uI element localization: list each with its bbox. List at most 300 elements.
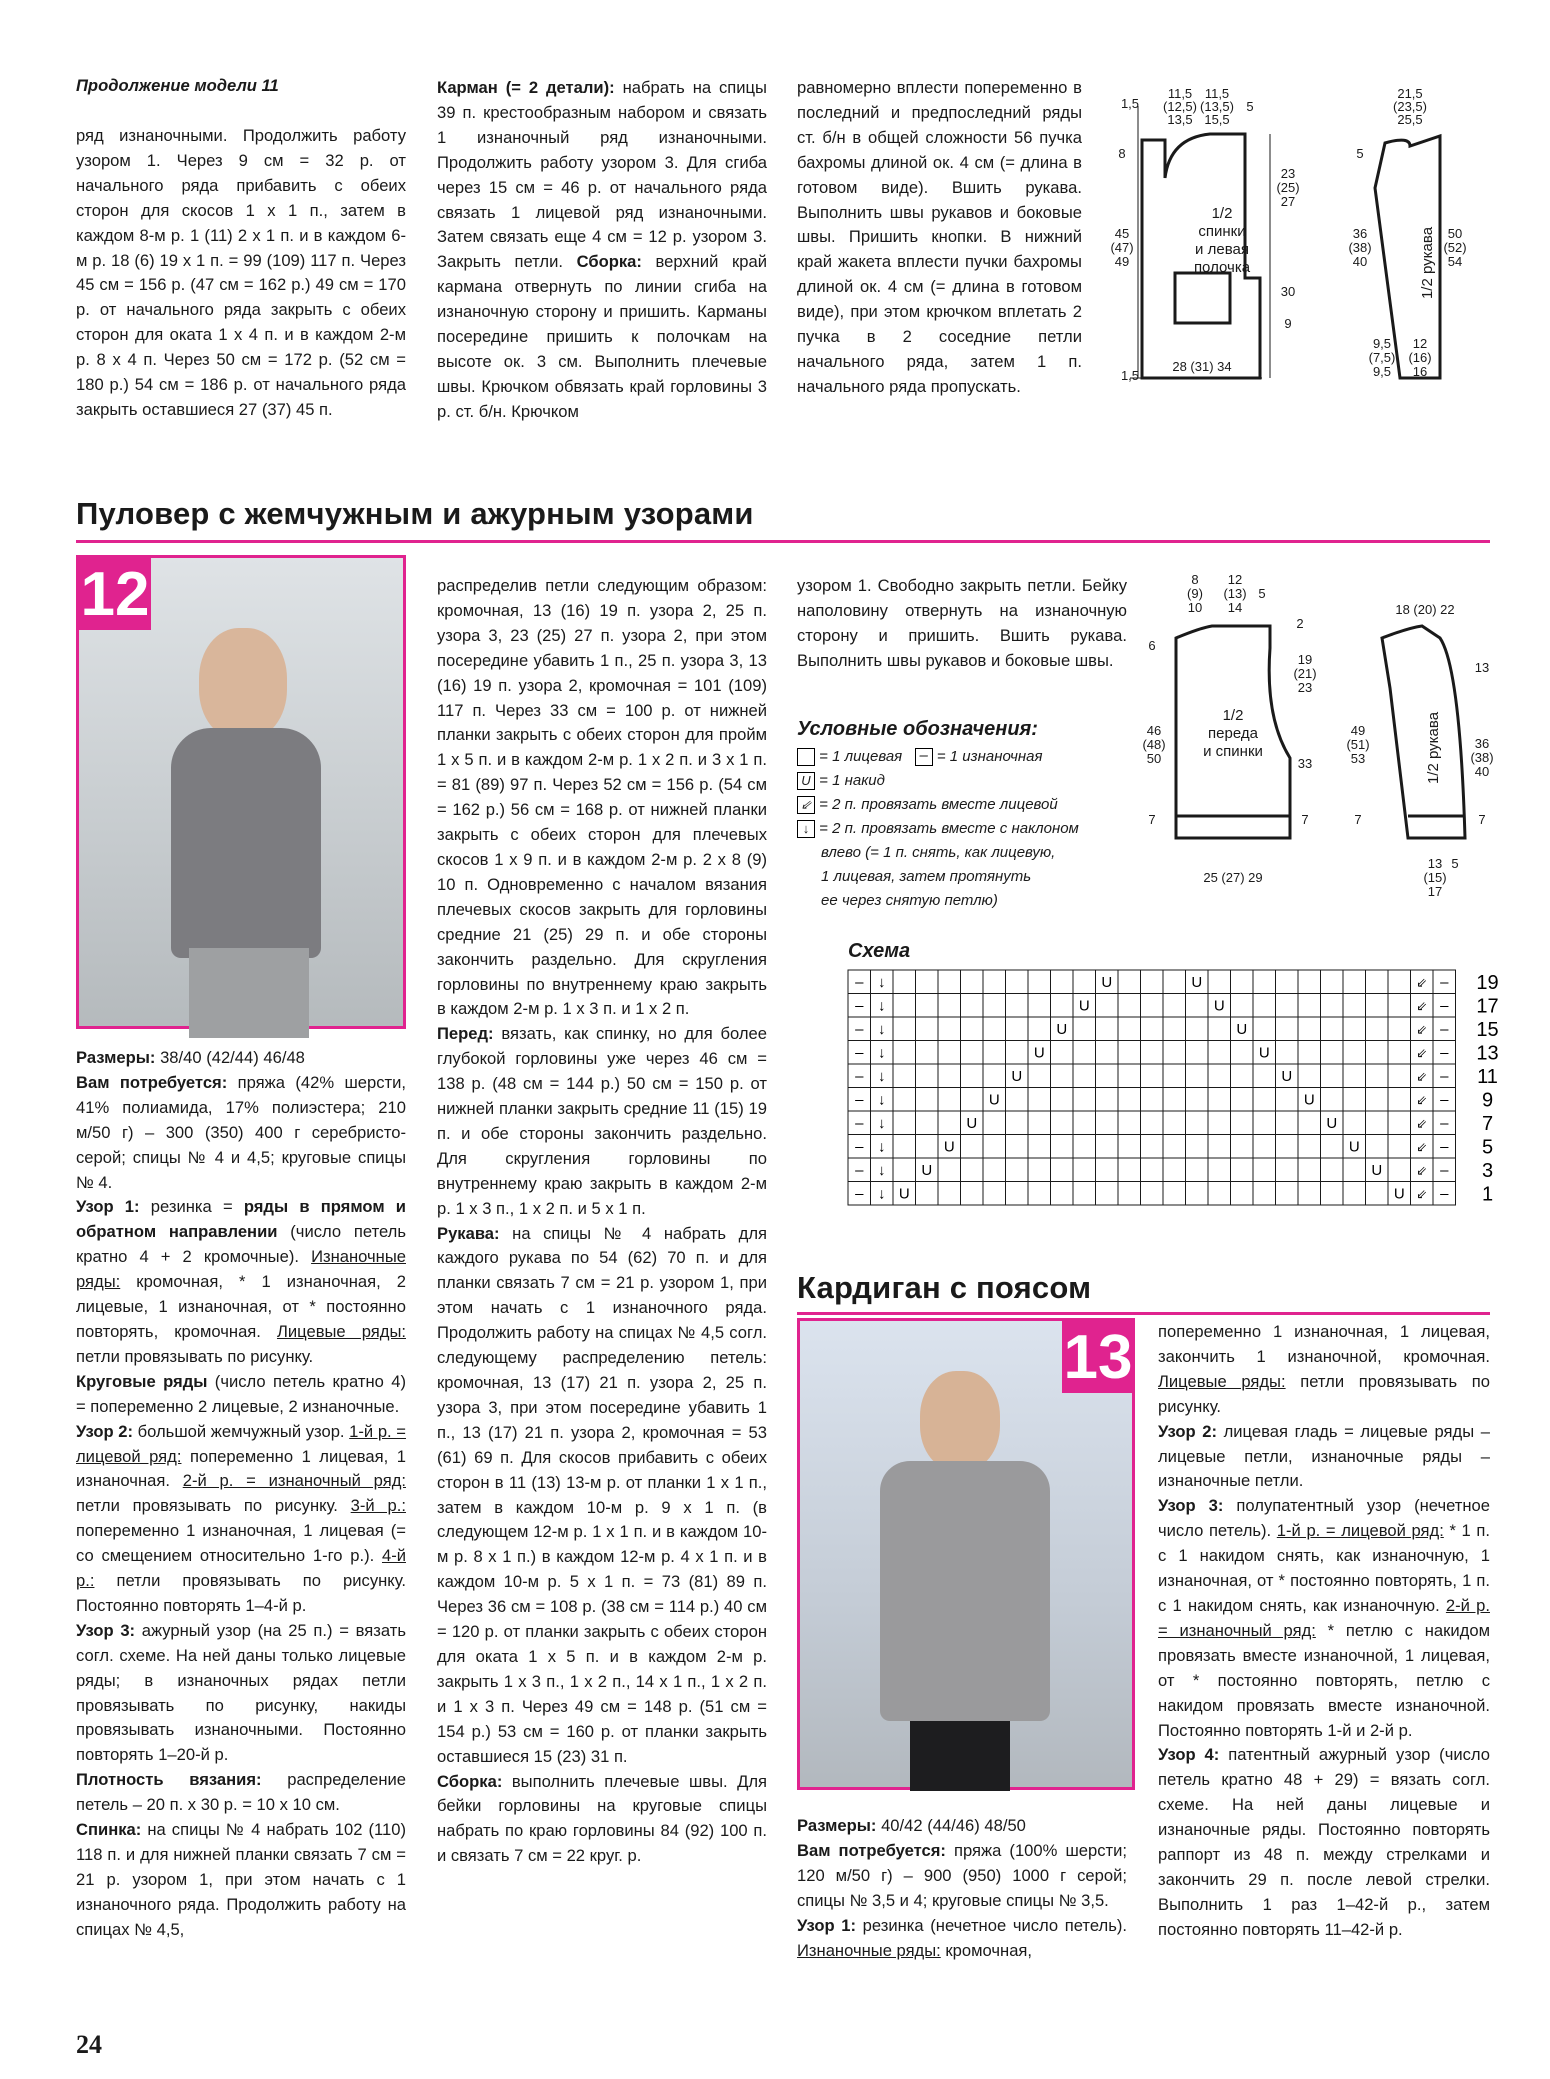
dim-label: (16) [1408, 350, 1432, 365]
chart-cell [893, 1158, 916, 1182]
chart-cell [1253, 1182, 1276, 1206]
dim-label: 5 [1246, 99, 1254, 114]
dim-label: 7 [1301, 812, 1309, 827]
yarn-over-icon: U [1281, 1068, 1293, 1085]
paragraph [76, 1768, 406, 1818]
label: Карман (= 2 детали): [437, 78, 615, 97]
dim-label: 21,5 [1397, 86, 1423, 101]
chart-cell [1163, 970, 1186, 994]
model-number-badge: 12 [80, 559, 150, 629]
label: Узор 3: [1158, 1496, 1224, 1516]
text: 2-й р. = изнаночный ряд: [1158, 1595, 1490, 1640]
text: выполнить плечевые швы. Для бейки горловины на круговые спицы набрать по краю горловины 84 (92) 100 п. и связать 7 см = 22 круг. р. [437, 1771, 767, 1866]
text: попеременно 1 лицевая, 1 изнаночная. [76, 1446, 406, 1491]
dim-label: 49 [1350, 723, 1366, 738]
label: Узор 3: [76, 1620, 136, 1640]
chart-cell [916, 1064, 939, 1088]
chart-cell [1073, 1088, 1096, 1112]
chart-cell [983, 970, 1006, 994]
dim-label: 25,5 [1397, 112, 1423, 127]
model-12-title: Пуловер с жемчужным и ажурным узорами [76, 496, 754, 531]
text: * петлю с накидом провязать вместе изнаночной, 1 лицевая, от * постоянно повторять, петлю с накидом провязать вместе изнаночной. Постоянно повторять 1-й и 2-й р. [1158, 1620, 1490, 1740]
row-number: 9 [1481, 1089, 1494, 1112]
dim-label: 16 [1412, 364, 1428, 379]
text: верхний край кармана отвернуть по линии сгиба на изнаночную сторону и пришить. Карманы посередине пришить к полочкам на высоте ок. 3 см. Выполнить плечевые швы. Крючком обвязать край горловины 3 р. ст. б/н. Крючком [437, 252, 767, 421]
dim-label: 53 [1350, 751, 1366, 766]
chart-cell [1231, 994, 1254, 1018]
chart-cell [1276, 1111, 1299, 1135]
chart-cell [1096, 1135, 1119, 1159]
label: Сборка: [437, 1771, 503, 1791]
chart-cell [983, 1064, 1006, 1088]
dim-label: (13) [1223, 586, 1247, 601]
paragraph [797, 1914, 1127, 1964]
chart-cell [1096, 1111, 1119, 1135]
paragraph [437, 1770, 767, 1870]
chart-cell [1006, 1182, 1029, 1206]
yarn-over-icon: U [898, 1185, 910, 1203]
yarn-over-icon: U [966, 1115, 978, 1132]
text: Лицевые ряды: [1158, 1371, 1286, 1391]
label: Вам потребуется: [797, 1840, 946, 1860]
chart-cell [1276, 1017, 1299, 1041]
chart-cell [1118, 1182, 1141, 1206]
paragraph [76, 1420, 406, 1619]
label: Узор 1: [797, 1915, 856, 1935]
chart-cell [916, 970, 939, 994]
purl-symbol-icon: – [855, 1138, 864, 1156]
chart-cell [1163, 1135, 1186, 1159]
chart-cell [1141, 1158, 1164, 1182]
dim-label: 50 [1146, 751, 1162, 766]
dim-label: (48) [1142, 737, 1166, 752]
chart-cell [1208, 1158, 1231, 1182]
chart-cell [1163, 1182, 1186, 1206]
chart-cell [1366, 1111, 1389, 1135]
legend-row [797, 745, 1107, 769]
paragraph: узором 1. Свободно закрыть петли. Бейку наполовину отвернуть на изнаночную сторону и пришить. Вшить рукава. Выполнить швы рукавов и боковые швы. [797, 576, 1127, 670]
chart-cell [961, 1182, 984, 1206]
dim-label: 9,5 [1372, 336, 1392, 351]
chart-cell [1118, 1064, 1141, 1088]
chart-cell [1118, 994, 1141, 1018]
scheme-title: Схема [848, 940, 911, 962]
chart-cell [1141, 970, 1164, 994]
text: петли провязывать по рисунку. Постоянно повторять 1–4-й р. [76, 1571, 406, 1615]
text: большой жемчужный узор. [133, 1421, 350, 1441]
chart-cell [893, 1041, 916, 1065]
chart-cell [1208, 1017, 1231, 1041]
chart-cell [1186, 994, 1209, 1018]
k2tog-icon: ⇙ [1416, 975, 1428, 990]
dim-label: (38) [1348, 240, 1372, 255]
chart-cell [983, 1182, 1006, 1206]
chart-cell [1208, 970, 1231, 994]
col2-top-text [437, 76, 767, 425]
dim-label: 11,5 [1167, 86, 1193, 101]
chart-cell [1388, 1088, 1411, 1112]
chart-cell [1028, 1111, 1051, 1135]
label: Плотность вязания: [76, 1770, 262, 1790]
model-12-col1 [76, 1046, 406, 1943]
text: ажурный узор (на 25 п.) = вязать согл. схеме. На ней даны только лицевые ряды; в изнаночных рядах петли провязывать по рисунку, накиды провязывать изнаночными. Постоянно повторять 1–20-й р. [76, 1620, 406, 1765]
dim-label: 11,5 [1204, 86, 1230, 101]
text: (число петель кратно 4) = попеременно 2 лицевые, 2 изнаночные. [76, 1371, 406, 1416]
text: петли провязывать по рисунку. [1158, 1371, 1490, 1416]
dim-label: 6 [1148, 638, 1156, 653]
skirt-shape [189, 948, 309, 1038]
row-number: 15 [1476, 1019, 1499, 1041]
chart-cell [1073, 1111, 1096, 1135]
chart-cell [1051, 1158, 1074, 1182]
text: 1-й р. = лицевой ряд: [1276, 1521, 1444, 1541]
chart-cell [1006, 1111, 1029, 1135]
chart-cell [1096, 994, 1119, 1018]
chart-cell [938, 1111, 961, 1135]
chart-cell [1163, 1158, 1186, 1182]
dim-label: 12 [1412, 336, 1428, 351]
model-face [920, 1371, 1000, 1471]
paragraph [437, 1022, 767, 1221]
text: на спицы № 4 набрать для каждого рукава по 54 (62) 70 п. и для планки связать 7 см = 21 р. узором 1, при этом начать с 1 изнаночного ряда. Продолжить работу на спицах № 4,5 согл. следующему распределению петель: кромочная, 13 (17) 21 п. узора 2, 25 п. узора 3, при этом посередине убавить 1 п., 13 (17) 21 п. узора 2, кромочная = 53 (61) 69 п. Для скосов прибавить с обеих сторон в 11 (13) 13-м р. от планки 1 х 1 п., затем в каждом 10-м р. 9 х 1 п. (в следующем 12-м р. 1 х 1 п. и в каждом 10-м р. 8 х 1 п.) в каждом 12-м р. 4 х 1 п. и в каждом 10-м р. 5 х 1 п. = 73 (81) 89 п. Через 36 см = 108 р. (38 см = 114 р.) 40 см = 120 р. от планки закрыть с обеих сторон для оката 1 х 5 п. и в каждом 2-м р. закрыть 1 х 3 п., 1 х 2 п., 14 х 1 п., 1 х 2 п. и 1 х 3 п. Через 49 см = 148 р. (51 см = 154 р.) 53 см = 160 р. от планки закрыть оставшиеся 15 (23) 31 п. [437, 1223, 767, 1766]
ssk-icon: ↓ [878, 1162, 886, 1179]
dim-label: (9) [1187, 586, 1203, 601]
chart-cell [1051, 1064, 1074, 1088]
chart-cell [1388, 1041, 1411, 1065]
purl-symbol-icon: – [1440, 1021, 1449, 1038]
legend-text: ее через снятую петлю) [821, 892, 998, 909]
label: Круговые ряды [76, 1371, 208, 1391]
chart-cell [938, 1182, 961, 1206]
yarn-over-icon: U [1371, 1162, 1383, 1179]
chart-cell [1208, 1111, 1231, 1135]
chart-cell [1276, 1158, 1299, 1182]
chart-cell [1298, 1135, 1321, 1159]
paragraph [76, 1619, 406, 1768]
dim-label: 13 [1474, 660, 1490, 675]
leggings-shape [910, 1721, 1010, 1791]
chart-cell [1276, 1041, 1299, 1065]
text: попеременно 1 изнаночная, 1 лицевая (= со смещением относительно 1-го р.). [76, 1521, 406, 1566]
chart-cell [1051, 1135, 1074, 1159]
text: 2-й р. = изнаночный ряд: [182, 1471, 406, 1491]
text: петли провязывать по рисунку. [76, 1346, 314, 1366]
chart-cell [893, 1135, 916, 1159]
chart-cell [1163, 1064, 1186, 1088]
chart-cell [1366, 970, 1389, 994]
legend-row [797, 793, 1107, 817]
paragraph [1158, 1420, 1490, 1495]
chart-cell [1343, 1041, 1366, 1065]
yarn-over-icon: U [797, 772, 815, 790]
model-13-col2 [1158, 1320, 1490, 1943]
chart-cell [916, 1041, 939, 1065]
dim-label: 45 [1114, 226, 1130, 241]
dim-label: (38) [1470, 750, 1494, 765]
row-number: 3 [1481, 1160, 1494, 1182]
chart-cell [1118, 1088, 1141, 1112]
chart-cell [893, 1017, 916, 1041]
purl-symbol-icon: – [1440, 1185, 1449, 1203]
text: пряжа (42% шерсти, 41% полиамида, 17% полиэстера; 210 м/50 г) – 300 (350) 400 г серебристо-серой; спицы № 4 и 4,5; круговые спицы № 4. [76, 1072, 406, 1192]
chart-cell [1073, 1017, 1096, 1041]
diagram-label: спинки [1198, 223, 1246, 240]
chart-cell [1321, 1041, 1344, 1065]
chart-cell [1343, 994, 1366, 1018]
chart-cell [1163, 1017, 1186, 1041]
legend-text: = 2 п. провязать вместе с наклоном [819, 820, 1079, 837]
chart-cell [938, 1041, 961, 1065]
purl-symbol-icon: – [855, 1044, 864, 1062]
section-divider [797, 1312, 1490, 1315]
chart-cell [893, 970, 916, 994]
chart-cell [1321, 1017, 1344, 1041]
dim-label: (51) [1346, 737, 1370, 752]
dim-label: 40 [1474, 764, 1490, 779]
dim-label: (12,5) [1163, 99, 1197, 114]
yarn-over-icon: U [1326, 1115, 1338, 1132]
dim-label: (15) [1423, 870, 1447, 885]
purl-symbol-icon: – [1440, 1138, 1449, 1156]
chart-cell [1253, 1017, 1276, 1041]
chart-cell [1366, 994, 1389, 1018]
chart-cell [1298, 1064, 1321, 1088]
chart-cell [1343, 1088, 1366, 1112]
chart-cell [1231, 1088, 1254, 1112]
chart-cell [1298, 1041, 1321, 1065]
text: пряжа (100% шерсти; 120 м/50 г) – 900 (950) 1000 г серой; спицы № 3,5 и 4; круговые спицы № 3,5. [797, 1840, 1128, 1910]
model-12-photo [76, 555, 406, 1029]
chart-cell [1186, 1064, 1209, 1088]
yarn-over-icon: U [1191, 974, 1203, 991]
dim-label: (47) [1110, 240, 1134, 255]
dim-label: 12 [1227, 572, 1243, 587]
paragraph [76, 1071, 406, 1196]
chart-cell [1298, 994, 1321, 1018]
ssk-icon: ↓ [878, 1138, 886, 1156]
legend-text: = 1 лицевая [819, 748, 903, 765]
ssk-icon: ↓ [878, 997, 886, 1015]
k2tog-icon: ⇙ [1416, 1116, 1428, 1131]
label: Узор 2: [76, 1421, 133, 1441]
row-number: 7 [1481, 1113, 1494, 1135]
chart-cell [938, 1017, 961, 1041]
text: 38/40 (42/44) 46/48 [155, 1048, 305, 1067]
dim-label: 13,5 [1167, 112, 1193, 127]
chart-cell [961, 970, 984, 994]
schematic-model-11 [1110, 78, 1530, 398]
model-face [199, 628, 287, 740]
chart-cell [1096, 1088, 1119, 1112]
dim-label: 54 [1447, 254, 1463, 269]
chart-cell [1028, 1017, 1051, 1041]
label: Размеры: [76, 1048, 156, 1067]
purl-symbol-icon: – [855, 997, 864, 1015]
dim-label: 14 [1227, 600, 1243, 615]
ssk-icon: ↓ [878, 1115, 886, 1132]
chart-cell [1141, 994, 1164, 1018]
chart-cell [961, 1041, 984, 1065]
chart-cell [1366, 1041, 1389, 1065]
text: Изнаночные ряды: [76, 1247, 406, 1292]
chart-cell [1163, 1111, 1186, 1135]
chart-cell [1253, 1158, 1276, 1182]
chart-cell [1073, 1135, 1096, 1159]
sweater-shape [171, 728, 321, 958]
row-number: 1 [1481, 1183, 1494, 1206]
yarn-over-icon: U [1011, 1068, 1023, 1085]
chart-cell [961, 1158, 984, 1182]
chart-cell [1208, 1135, 1231, 1159]
chart-cell [1231, 1111, 1254, 1135]
chart-cell [1208, 1064, 1231, 1088]
purl-symbol-icon: – [855, 1162, 864, 1179]
chart-cell [1096, 1158, 1119, 1182]
dim-label: 40 [1352, 254, 1368, 269]
chart-cell [1388, 1017, 1411, 1041]
section-divider [76, 540, 1490, 543]
text: Изнаночные ряды: [797, 1940, 941, 1960]
diagram-label: 1/2 [1222, 707, 1244, 724]
chart-cell [1231, 1158, 1254, 1182]
pocket-outline [1175, 273, 1230, 323]
paragraph: равномерно вплести попеременно в последний и предпоследний ряды ст. б/н в общей сложности 56 пучка бахромы длиной ок. 4 см (= длина в готовом виде). Вшить рукава. Выполнить швы рукавов и боковые швы. Пришить кнопки. В нижний край жакета вплести пучки бахромы длиной ок. 4 см (= длина в готовом виде), при этом крючком вплетать 2 пучка в 2 соседние петли начального ряда, затем 1 п. начального ряда пропускать. [797, 78, 1082, 396]
yarn-over-icon: U [1078, 997, 1090, 1015]
dim-label: 7 [1354, 812, 1362, 827]
chart-cell [1051, 1041, 1074, 1065]
chart-cell [1388, 970, 1411, 994]
chart-cell [1253, 1135, 1276, 1159]
chart-cell [1186, 1041, 1209, 1065]
dim-label: 30 [1280, 284, 1296, 299]
k2tog-icon: ⇙ [1416, 1045, 1428, 1061]
chart-cell [983, 1041, 1006, 1065]
chart-cell [1321, 994, 1344, 1018]
chart-cell [983, 1158, 1006, 1182]
label: Сборка: [576, 252, 642, 272]
chart-cell [1321, 970, 1344, 994]
dim-label: 10 [1187, 600, 1203, 615]
chart-cell [1231, 1135, 1254, 1159]
purl-symbol-icon: – [1440, 1162, 1449, 1179]
chart-cell [1253, 1088, 1276, 1112]
chart-cell [1343, 1017, 1366, 1041]
chart-cell [1141, 1088, 1164, 1112]
paragraph [437, 76, 767, 425]
chart-cell [1343, 1158, 1366, 1182]
purl-symbol-icon: – [1440, 1091, 1449, 1109]
dim-label: 5 [1258, 586, 1266, 601]
chart-cell [1321, 1135, 1344, 1159]
paragraph [1158, 1743, 1490, 1942]
dim-label: 23 [1297, 680, 1313, 695]
k2tog-icon: ⇙ [1416, 1163, 1428, 1178]
cardigan-shape [880, 1461, 1050, 1721]
continuation-header [76, 76, 406, 96]
chart-cell [1163, 1041, 1186, 1065]
chart-cell [1388, 994, 1411, 1018]
chart-cell [961, 994, 984, 1018]
chart-cell [1343, 1064, 1366, 1088]
text: лицевая гладь = лицевые ряды – лицевые петли, изнаночные ряды – изнаночные петли. [1158, 1421, 1490, 1491]
label: Размеры: [797, 1816, 877, 1835]
chart-cell [1006, 994, 1029, 1018]
diagram-label: 1/2 [1211, 205, 1233, 222]
chart-cell [1343, 970, 1366, 994]
ssk-icon: ↓ [878, 1068, 886, 1085]
chart-cell [983, 994, 1006, 1018]
paragraph: распределив петли следующим образом: кромочная, 13 (16) 19 п. узора 2, 25 п. узора 3, 23 (25) 27 п. узора 2, при этом посередине убавить 1 п., 25 п. узора 3, 13 (16) 19 п. узора 2, кромочная = 101 (109) 117 п. Через 33 см = 100 р. от нижней планки закрыть с обеих сторон для пройм 1 х 5 п. и в каждом 2-м р. 1 х 2 п. и 3 х 1 п. = 81 (89) 97 п. Через 52 см = 156 р. (54 см = 162 р.) 56 см = 168 р. от нижней планки закрыть с обеих сторон для плечевых скосов 1 х 9 п. и в каждом 2-м р. 2 х 8 (9) 10 п. Одновременно с началом вязания плечевых скосов закрыть для горловины средние 21 (25) 29 п. и обе стороны закончить раздельно. Для скругления горловины по внутреннему краю закрыть в каждом 2-м р. 1 х 3 п. и 1 х 2 п. [437, 576, 767, 1019]
dim-label: 1,5 [1120, 96, 1140, 111]
chart-cell [1298, 1158, 1321, 1182]
chart-cell [1186, 1111, 1209, 1135]
dim-label: 8 [1118, 146, 1126, 161]
label: Узор 2: [1158, 1421, 1217, 1441]
chart-cell [1253, 1111, 1276, 1135]
diagram-label: полочка [1193, 259, 1251, 276]
chart-cell [1028, 1088, 1051, 1112]
purl-symbol-icon: – [1440, 974, 1449, 991]
chart-cell [1321, 1182, 1344, 1206]
chart-cell [1276, 1182, 1299, 1206]
yarn-over-icon: U [1258, 1044, 1270, 1062]
k2tog-icon: ⇙ [1416, 1186, 1428, 1202]
yarn-over-icon: U [1213, 997, 1225, 1015]
text: вязать, как спинку, но для более глубокой горловины уже через 46 см = 138 р. (48 см = 144 р.) 50 см = 150 р. от нижней планки закрыть средние 11 (15) 19 п. и обе стороны закончить раздельно. Для скругления горловины по внутреннему краю закрыть в каждом 2-м р. 1 х 3 п., 1 х 2 п. и 5 х 1 п. [437, 1024, 767, 1218]
chart-cell [893, 1111, 916, 1135]
schematic-model-12 [1140, 568, 1500, 898]
chart-cell [916, 994, 939, 1018]
chart-cell [916, 1182, 939, 1206]
chart-cell [1073, 1158, 1096, 1182]
chart-cell [1118, 1041, 1141, 1065]
model-12-col2 [437, 574, 767, 1869]
legend-text: влево (= 1 п. снять, как лицевую, [821, 844, 1056, 861]
legend [797, 718, 1107, 913]
model-12-col3 [797, 574, 1127, 674]
legend-text: = 2 п. провязать вместе лицевой [819, 796, 1058, 813]
chart-cell [1141, 1111, 1164, 1135]
chart-cell [1073, 1064, 1096, 1088]
chart-cell [1366, 1088, 1389, 1112]
chart-cell [1141, 1041, 1164, 1065]
chart-cell [1006, 1017, 1029, 1041]
chart-cell [938, 1064, 961, 1088]
ssk-icon: ↓ [878, 1185, 886, 1203]
chart-cell [1006, 1158, 1029, 1182]
chart-cell [1073, 970, 1096, 994]
chart-cell [1208, 1182, 1231, 1206]
row-number: 17 [1476, 995, 1499, 1018]
chart-cell [1186, 1088, 1209, 1112]
chart-cell [1366, 1135, 1389, 1159]
chart-cell [961, 1135, 984, 1159]
row-number: 5 [1481, 1136, 1494, 1159]
chart-cell [1096, 1041, 1119, 1065]
k2tog-icon: ⇙ [1416, 1022, 1428, 1037]
label: Рукава: [437, 1223, 500, 1243]
yarn-over-icon: U [1303, 1091, 1315, 1109]
chart-cell [1028, 970, 1051, 994]
chart-cell [1028, 1182, 1051, 1206]
text: Лицевые ряды: [276, 1321, 406, 1341]
text: набрать на спицы 39 п. крестообразным набором и связать 1 изнаночный ряд изнаночными. Продолжить работу узором 3. Для сгиба через 15 см = 46 р. от начального ряда связать 1 лицевой ряд изнаночными. Затем связать еще 4 см = 12 р. узором 3. Закрыть петли. [437, 78, 767, 272]
text: распределение петель – 20 п. х 30 р. = 10 х 10 см. [76, 1770, 406, 1815]
purl-symbol-icon: – [1440, 1115, 1449, 1132]
yarn-over-icon: U [1236, 1021, 1248, 1038]
text: 1-й р. = лицевой ряд: [76, 1421, 406, 1466]
chart-cell [1028, 1064, 1051, 1088]
